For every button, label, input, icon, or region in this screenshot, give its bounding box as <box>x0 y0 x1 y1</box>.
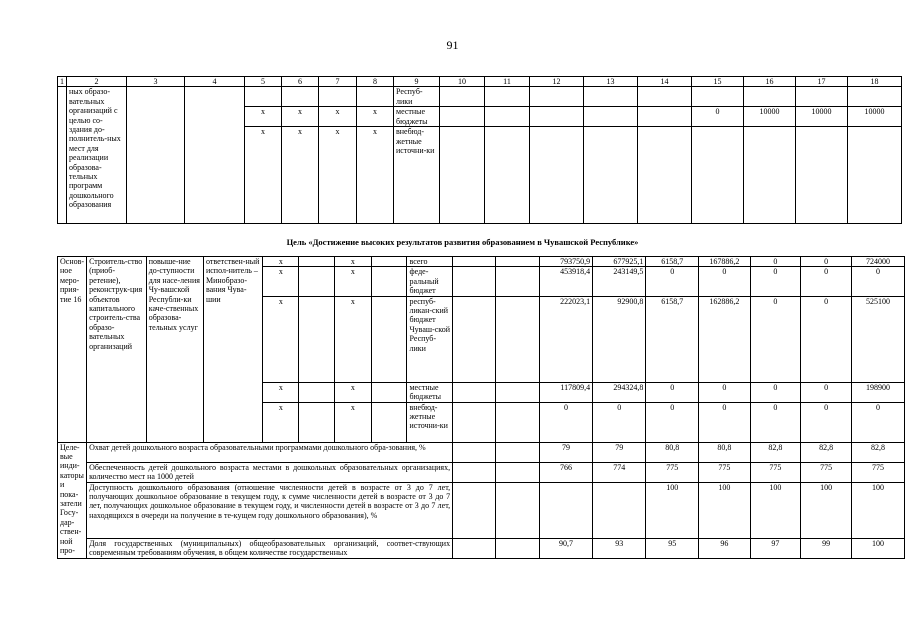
col-header-13: 13 <box>584 77 638 87</box>
budget-table-bottom <box>57 256 905 559</box>
indicator-row: Доступность дошкольного образования (отношение численности детей в возрасте от 3 до 7 лет, получающих дошкольное образование в текущем году, к сумме численности детей в возрасте от 3 до 7 лет, получающих дошкольное образование в текущем году, и численности детей в возрасте от 3 до 7 лет, находящихся в очереди на получение в те-кущем году дошкольного образования), % 100 100 100 100 100 <box>58 482 905 538</box>
column-number-header-row <box>58 77 902 87</box>
funding-source-cell: всего <box>407 257 453 267</box>
col-header-16: 16 <box>744 77 796 87</box>
col-header-5: 5 <box>245 77 282 87</box>
page-number: 91 <box>446 38 459 52</box>
col-header-6: 6 <box>282 77 319 87</box>
indicator-row: Доля государственных (муниципальных) общеобразовательных организаций, соответ-ствующих современным требованиям обучения, в общем количестве государственных 90,7 93 95 96 97 99 100 <box>58 538 905 558</box>
col-header-4: 4 <box>185 77 245 87</box>
col-header-17: 17 <box>796 77 848 87</box>
indicators-label: Целе-вые инди-каторы и пока-затели Госу-дар-ствен-ной про- <box>58 442 87 558</box>
indicator-row: Обеспеченность детей дошкольного возраста местами в дошкольных образовательных организациях, количество мест на 1000 детей 766 774 775 775 775 775 775 <box>58 462 905 482</box>
responsible-executor-cell: ответствен-ный испол-нитель – Минобразо-вания Чува-шии <box>203 257 262 443</box>
table-row: x x местные бюджеты 117809,4 294324,8 0 0 0 0 198900 <box>58 382 905 402</box>
table-row: x x феде-ральный бюджет 453918,4 243149,5 0 0 0 0 0 <box>58 267 905 296</box>
col-header-7: 7 <box>319 77 357 87</box>
main-activity-label: Основ-ное меро-прия-тие 16 <box>58 257 87 443</box>
table-row: x x x x местные бюджеты 0 10000 10000 10000 <box>58 107 902 127</box>
table-row: x x x x внебюд-жетные источни-ки <box>58 127 902 224</box>
table-row: Основ-ное меро-прия-тие 16 Строитель-ство (приоб-ретение), реконструк-ция объектов капитального строитель-ства образо-вательных организаций повыше-ние до-ступности для насе-ления Чу-вашской Республи-ки каче-ственных образова-тельных услуг ответствен-ный испол-нитель – Минобразо-вания Чува-шии x x всего 793750,9 677925,1 6158,7 167886,2 0 0 724000 <box>58 257 905 267</box>
budget-table-top <box>57 76 902 224</box>
col-header-2: 2 <box>67 77 127 87</box>
indicator-text: Доля государственных (муниципальных) общеобразовательных организаций, соответ-ствующих современным требованиям обучения, в общем количестве государственных <box>87 538 453 558</box>
indicator-text: Охват детей дошкольного возраста образовательными программами дошкольного обра-зования, % <box>87 442 453 462</box>
indicator-text: Доступность дошкольного образования (отношение численности детей в возрасте от 3 до 7 лет, получающих дошкольное образование в текущем году, к сумме численности детей в возрасте от 3 до 7 лет, получающих дошкольное образование в текущем году, и численности детей в возрасте от 3 до 7 лет, находящихся в очереди на получение в те-кущем году дошкольного образования), % <box>87 482 453 538</box>
funding-source-cell: внебюд-жетные источни-ки <box>394 127 440 224</box>
funding-source-cell: внебюд-жетные источни-ки <box>407 402 453 442</box>
funding-source-cell: Респуб-лики <box>394 87 440 107</box>
col-header-18: 18 <box>848 77 902 87</box>
table-row <box>58 87 902 107</box>
funding-source-cell: респуб-ликан-ский бюджет Чуваш-ской Респуб-лики <box>407 296 453 382</box>
col-header-10: 10 <box>440 77 485 87</box>
table-row: x x респуб-ликан-ский бюджет Чуваш-ской Респуб-лики 222023,1 92900,8 6158,7 162886,2 0 0 525100 <box>58 296 905 382</box>
indicator-text: Обеспеченность детей дошкольного возраста местами в дошкольных образовательных организациях, количество мест на 1000 детей <box>87 462 453 482</box>
funding-source-cell: феде-ральный бюджет <box>407 267 453 296</box>
col-header-8: 8 <box>357 77 394 87</box>
activity-description-cell: ных образо-вательных организаций с целью со-здания до-полнитель-ных мест для реализации образова-тельных программ дошкольного образования <box>67 87 127 224</box>
funding-source-cell: местные бюджеты <box>394 107 440 127</box>
col-header-12: 12 <box>530 77 584 87</box>
col-header-1: 1 <box>58 77 67 87</box>
indicator-row: Целе-вые инди-каторы и пока-затели Госу-дар-ствен-ной про- Охват детей дошкольного возраста образовательными программами дошкольного обра-зования, % 79 79 80,8 80,8 82,8 82,8 82,8 <box>58 442 905 462</box>
col-header-9: 9 <box>394 77 440 87</box>
col-header-14: 14 <box>638 77 692 87</box>
col-header-15: 15 <box>692 77 744 87</box>
activity-goal-cell: повыше-ние до-ступности для насе-ления Чу-вашской Республи-ки каче-ственных образова-тельных услуг <box>146 257 203 443</box>
activity-name-cell: Строитель-ство (приоб-ретение), реконструк-ция объектов капитального строитель-ства образо-вательных организаций <box>87 257 147 443</box>
table-row: x x внебюд-жетные источни-ки 0 0 0 0 0 0 0 <box>58 402 905 442</box>
col-header-11: 11 <box>485 77 530 87</box>
col-header-3: 3 <box>127 77 185 87</box>
funding-source-cell: местные бюджеты <box>407 382 453 402</box>
goal-title: Цель «Достижение высоких результатов развития образованием в Чувашской Республике» <box>286 237 639 247</box>
